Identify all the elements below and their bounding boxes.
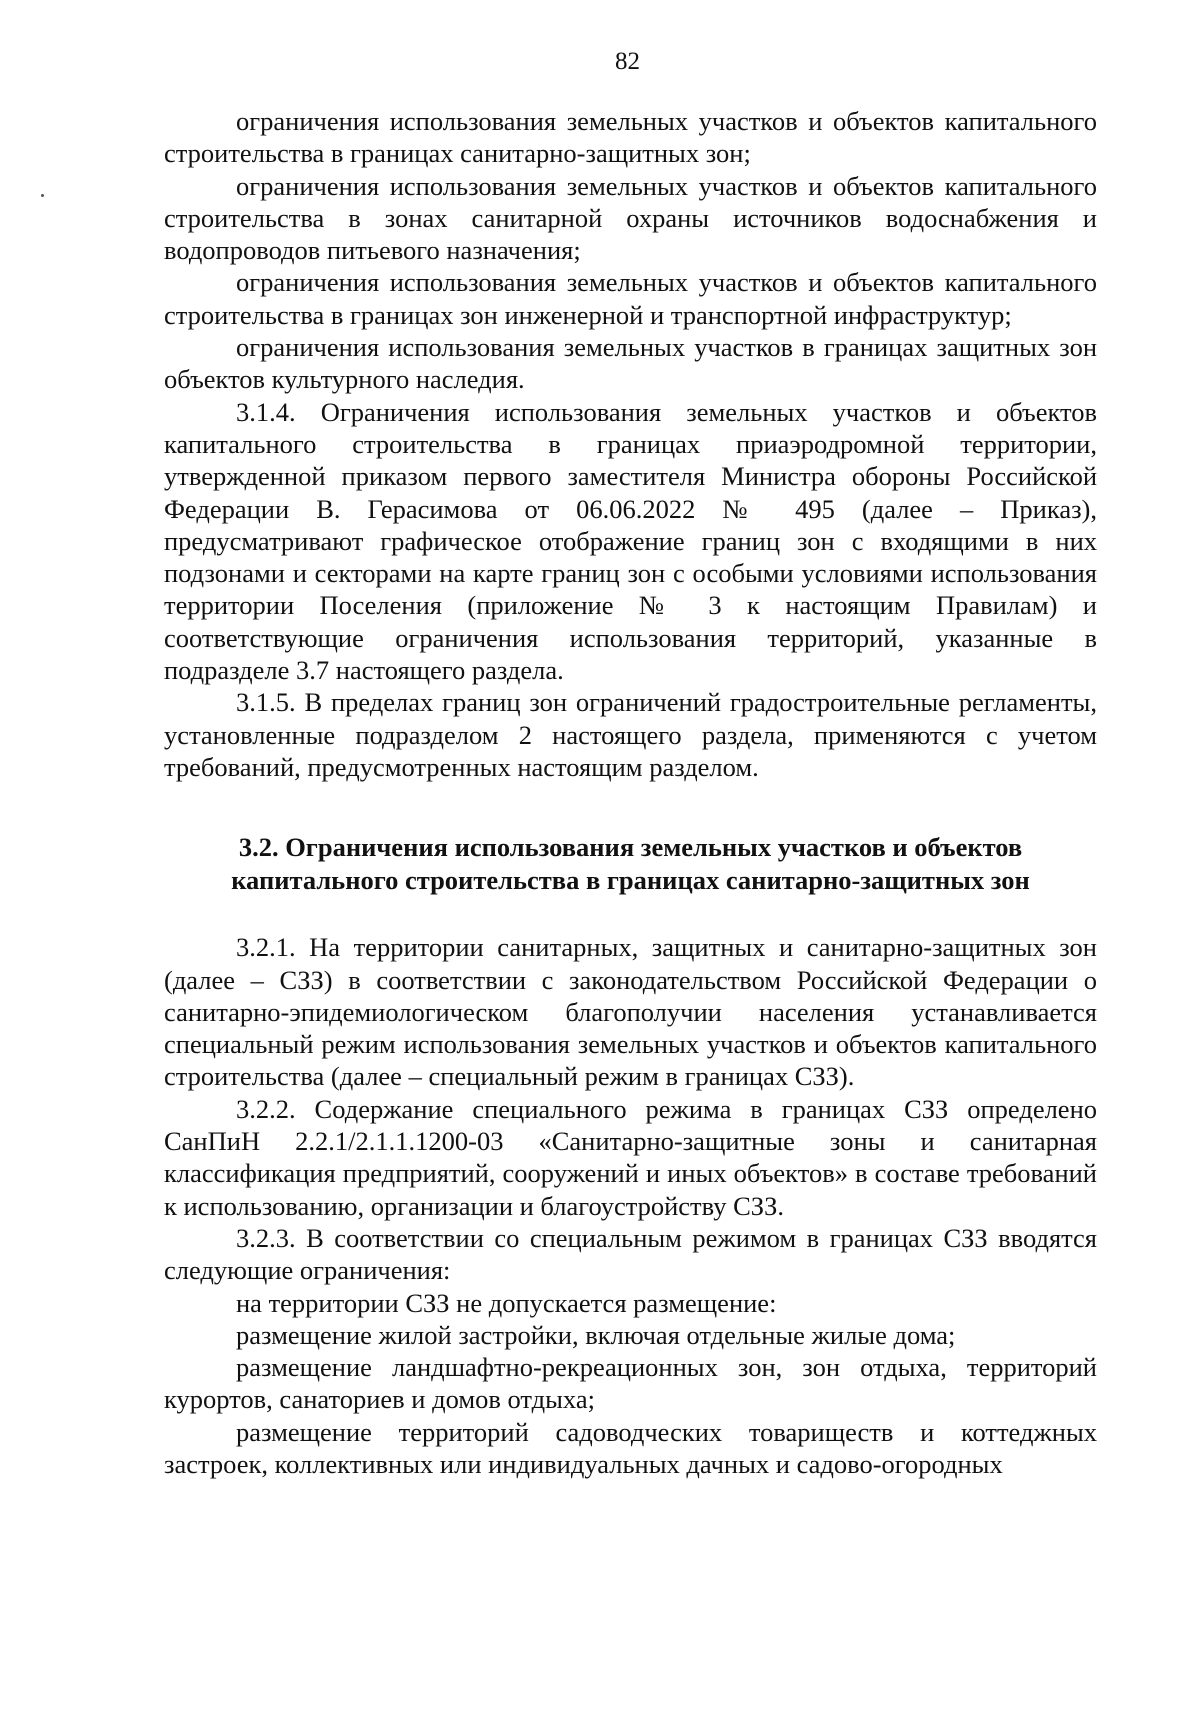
paragraph: 3.2.2. Содержание специального режима в границах СЗЗ определено СанПиН 2.2.1/2.1.1.1200-03 «Санитарно-защитные зоны и санитарная классификация предприятий, сооружений и иных объектов» в составе требований к использованию, организации и благоустройству СЗЗ. — [164, 1093, 1097, 1221]
document-body — [164, 105, 1097, 1480]
page-number: 82 — [615, 48, 640, 75]
paragraph: ограничения использования земельных участков и объектов капитального строительства в зонах санитарной охраны источников водоснабжения и водопроводов питьевого назначения; — [164, 170, 1097, 266]
paragraph: 3.1.4. Ограничения использования земельных участков и объектов капитального строительства в границах приаэродромной территории, утвержденной приказом первого заместителя Министра обороны Российской Федерации В. Герасимова от 06.06.2022 № 495 (далее – Приказ), предусматривают графическое отображение границ зон с входящими в них подзонами и секторами на карте границ зон с особыми условиями использования территории Поселения (приложение № 3 к настоящим Правилам) и соответствующие ограничения использования территорий, указанные в подразделе 3.7 настоящего раздела. — [164, 396, 1097, 686]
paragraph: ограничения использования земельных участков и объектов капитального строительства в границах зон инженерной и транспортной инфраструктур; — [164, 267, 1097, 330]
paragraph: 3.2.3. В соответствии со специальным режимом в границах СЗЗ вводятся следующие ограничения: — [164, 1222, 1097, 1286]
paragraph: ограничения использования земельных участков в границах защитных зон объектов культурного наследия. — [164, 332, 1097, 395]
scan-speck — [41, 194, 44, 197]
section-heading: 3.2. Ограничения использования земельных участков и объектов капитального строительства в границах санитарно-защитных зон — [231, 832, 1030, 896]
paragraph: размещение жилой застройки, включая отдельные жилые дома; — [236, 1319, 956, 1350]
paragraph: на территории СЗЗ не допускается размещение: — [236, 1287, 777, 1318]
paragraph: размещение ландшафтно-рекреационных зон, зон отдыха, территорий курортов, санаториев и домов отдыха; — [164, 1352, 1097, 1415]
paragraph: размещение территорий садоводческих товариществ и коттеджных застроек, коллективных или индивидуальных дачных и садово-огородных — [164, 1416, 1097, 1479]
paragraph: ограничения использования земельных участков и объектов капитального строительства в границах санитарно-защитных зон; — [164, 106, 1097, 169]
spacer — [164, 897, 1097, 931]
paragraph: 3.2.1. На территории санитарных, защитных и санитарно-защитных зон (далее – СЗЗ) в соответствии с законодательством Российской Федерации о санитарно-эпидемиологическом благополучии населения устанавливается специальный режим использования земельных участков и объектов капитального строительства (далее – специальный режим в границах СЗЗ). — [164, 932, 1097, 1092]
paragraph: 3.1.5. В пределах границ зон ограничений градостроительные регламенты, установленные подразделом 2 настоящего раздела, применяются с учетом требований, предусмотренных настоящим разделом. — [164, 687, 1097, 782]
